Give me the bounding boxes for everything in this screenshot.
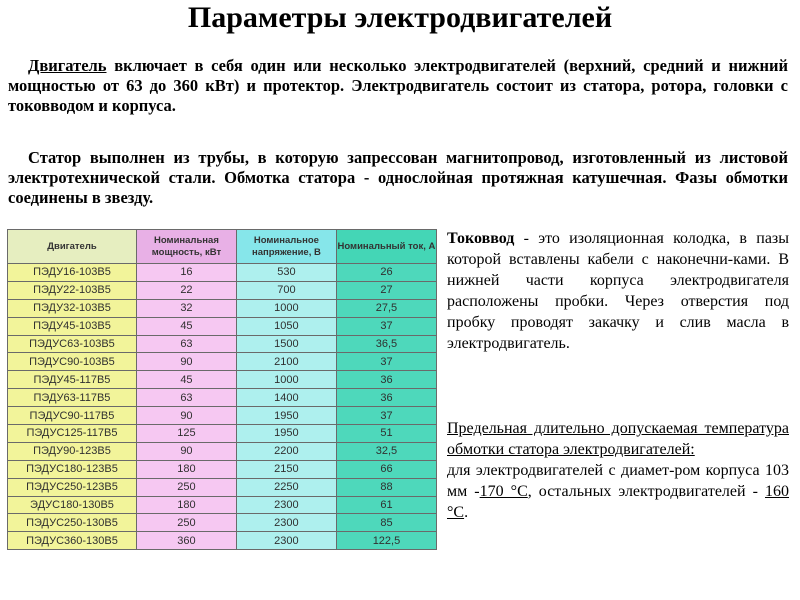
cell-power: 250 [136, 478, 236, 496]
cell-motor: ПЭДУ32-103В5 [8, 299, 137, 317]
cell-current: 66 [336, 460, 436, 478]
cell-power: 360 [136, 532, 236, 550]
cell-voltage: 700 [236, 281, 336, 299]
temperature-value-other: 160 °С [447, 483, 789, 521]
table-row [8, 299, 437, 317]
temperature-line2-prefix: остальных электродвигателей - [538, 483, 765, 500]
cell-motor: ПЭДУС90-117В5 [8, 407, 137, 425]
engine-description: включает в себя один или несколько электродвигателей (верхний, средний и нижний мощностью от 63 до 360 кВт) и протектор. Электродвигатель состоит из статора, ротора, головки с токовводом и корпуса. [8, 56, 788, 115]
tokovvod-description: - это изоляционная колодка, в пазы которой вставлены кабели с наконечни-ками. В нижней части корпуса электродвигателя расположены пробки. Через отверстия под пробку проводят закачку и слив масла в электродвигатель. [447, 230, 789, 352]
cell-power: 125 [136, 425, 236, 443]
cell-current: 32,5 [336, 442, 436, 460]
header-current: Номинальный ток, А [336, 230, 436, 264]
cell-current: 36,5 [336, 335, 436, 353]
cell-power: 45 [136, 371, 236, 389]
cell-power: 90 [136, 407, 236, 425]
cell-motor: ПЭДУС63-103В5 [8, 335, 137, 353]
table-row [8, 317, 437, 335]
intro-paragraph-stator: Статор выполнен из трубы, в которую запрессован магнитопровод, изготовленный из листовой электротехнической стали. Обмотка статора - однослойная протяжная катушечная. Фазы обмотки соединены в звезду. [8, 148, 788, 207]
table-row [8, 496, 437, 514]
cell-motor: ПЭДУС180-123В5 [8, 460, 137, 478]
cell-voltage: 1950 [236, 407, 336, 425]
cell-power: 180 [136, 460, 236, 478]
tokovvod-paragraph [447, 228, 789, 354]
cell-voltage: 1000 [236, 371, 336, 389]
cell-current: 51 [336, 425, 436, 443]
motor-parameters-table [7, 229, 437, 550]
cell-current: 37 [336, 317, 436, 335]
cell-current: 26 [336, 264, 436, 282]
cell-power: 90 [136, 353, 236, 371]
cell-power: 45 [136, 317, 236, 335]
cell-power: 250 [136, 514, 236, 532]
cell-voltage: 2250 [236, 478, 336, 496]
table-row [8, 478, 437, 496]
cell-voltage: 2300 [236, 532, 336, 550]
cell-motor: ПЭДУС125-117В5 [8, 425, 137, 443]
cell-voltage: 1400 [236, 389, 336, 407]
cell-motor: ПЭДУС360-130В5 [8, 532, 137, 550]
cell-voltage: 530 [236, 264, 336, 282]
table-row [8, 264, 437, 282]
cell-motor: ПЭДУ90-123В5 [8, 442, 137, 460]
cell-power: 90 [136, 442, 236, 460]
cell-motor: ПЭДУ22-103В5 [8, 281, 137, 299]
cell-voltage: 1950 [236, 425, 336, 443]
table-row [8, 389, 437, 407]
page-title: Параметры электродвигателей [187, 1, 613, 34]
table-row [8, 442, 437, 460]
cell-motor: ПЭДУ63-117В5 [8, 389, 137, 407]
table-row [8, 371, 437, 389]
term-engine: Двигатель [28, 56, 107, 75]
cell-voltage: 2200 [236, 442, 336, 460]
cell-motor: ЭДУС180-130В5 [8, 496, 137, 514]
cell-voltage: 2150 [236, 460, 336, 478]
temperature-paragraph: Предельная длительно допускаемая температура обмотки статора электродвигателей: для электродвигателей с диамет-ром корпуса 103 мм -170 °С, остальных электродвигателей - 160 °С. [447, 420, 789, 521]
cell-motor: ПЭДУС250-130В5 [8, 514, 137, 532]
cell-current: 27 [336, 281, 436, 299]
cell-current: 61 [336, 496, 436, 514]
cell-current: 36 [336, 389, 436, 407]
intro-paragraph-engine [8, 56, 788, 116]
header-voltage: Номинальное напряжение, В [236, 230, 336, 264]
cell-power: 16 [136, 264, 236, 282]
table-row [8, 425, 437, 443]
temperature-heading: Предельная длительно допускаемая температура обмотки статора электродвигателей: [447, 420, 789, 458]
header-motor: Двигатель [8, 230, 137, 264]
cell-current: 37 [336, 353, 436, 371]
table-row [8, 514, 437, 532]
cell-voltage: 1500 [236, 335, 336, 353]
table-row [8, 281, 437, 299]
table-header-row [8, 230, 437, 264]
cell-voltage: 1000 [236, 299, 336, 317]
temperature-value-103: 170 °С [479, 483, 528, 500]
cell-power: 32 [136, 299, 236, 317]
table-body [8, 264, 437, 550]
table-row [8, 532, 437, 550]
cell-voltage: 2100 [236, 353, 336, 371]
temperature-line1-prefix: для электродвигателей с диамет-ром корпуса 103 мм - [447, 462, 789, 500]
table-row [8, 460, 437, 478]
cell-voltage: 2300 [236, 514, 336, 532]
cell-motor: ПЭДУС250-123В5 [8, 478, 137, 496]
term-tokovvod: Токоввод [447, 230, 515, 247]
cell-voltage: 1050 [236, 317, 336, 335]
cell-current: 36 [336, 371, 436, 389]
table-row [8, 353, 437, 371]
cell-current: 27,5 [336, 299, 436, 317]
temperature-end: . [464, 504, 469, 521]
cell-current: 122,5 [336, 532, 436, 550]
table-row [8, 407, 437, 425]
cell-power: 180 [136, 496, 236, 514]
cell-motor: ПЭДУ16-103В5 [8, 264, 137, 282]
cell-power: 22 [136, 281, 236, 299]
table-row [8, 335, 437, 353]
cell-voltage: 2300 [236, 496, 336, 514]
header-power: Номинальная мощность, кВт [136, 230, 236, 264]
cell-motor: ПЭДУС90-103В5 [8, 353, 137, 371]
cell-current: 37 [336, 407, 436, 425]
cell-power: 63 [136, 335, 236, 353]
cell-current: 85 [336, 514, 436, 532]
cell-motor: ПЭДУ45-103В5 [8, 317, 137, 335]
cell-current: 88 [336, 478, 436, 496]
cell-motor: ПЭДУ45-117В5 [8, 371, 137, 389]
cell-power: 63 [136, 389, 236, 407]
